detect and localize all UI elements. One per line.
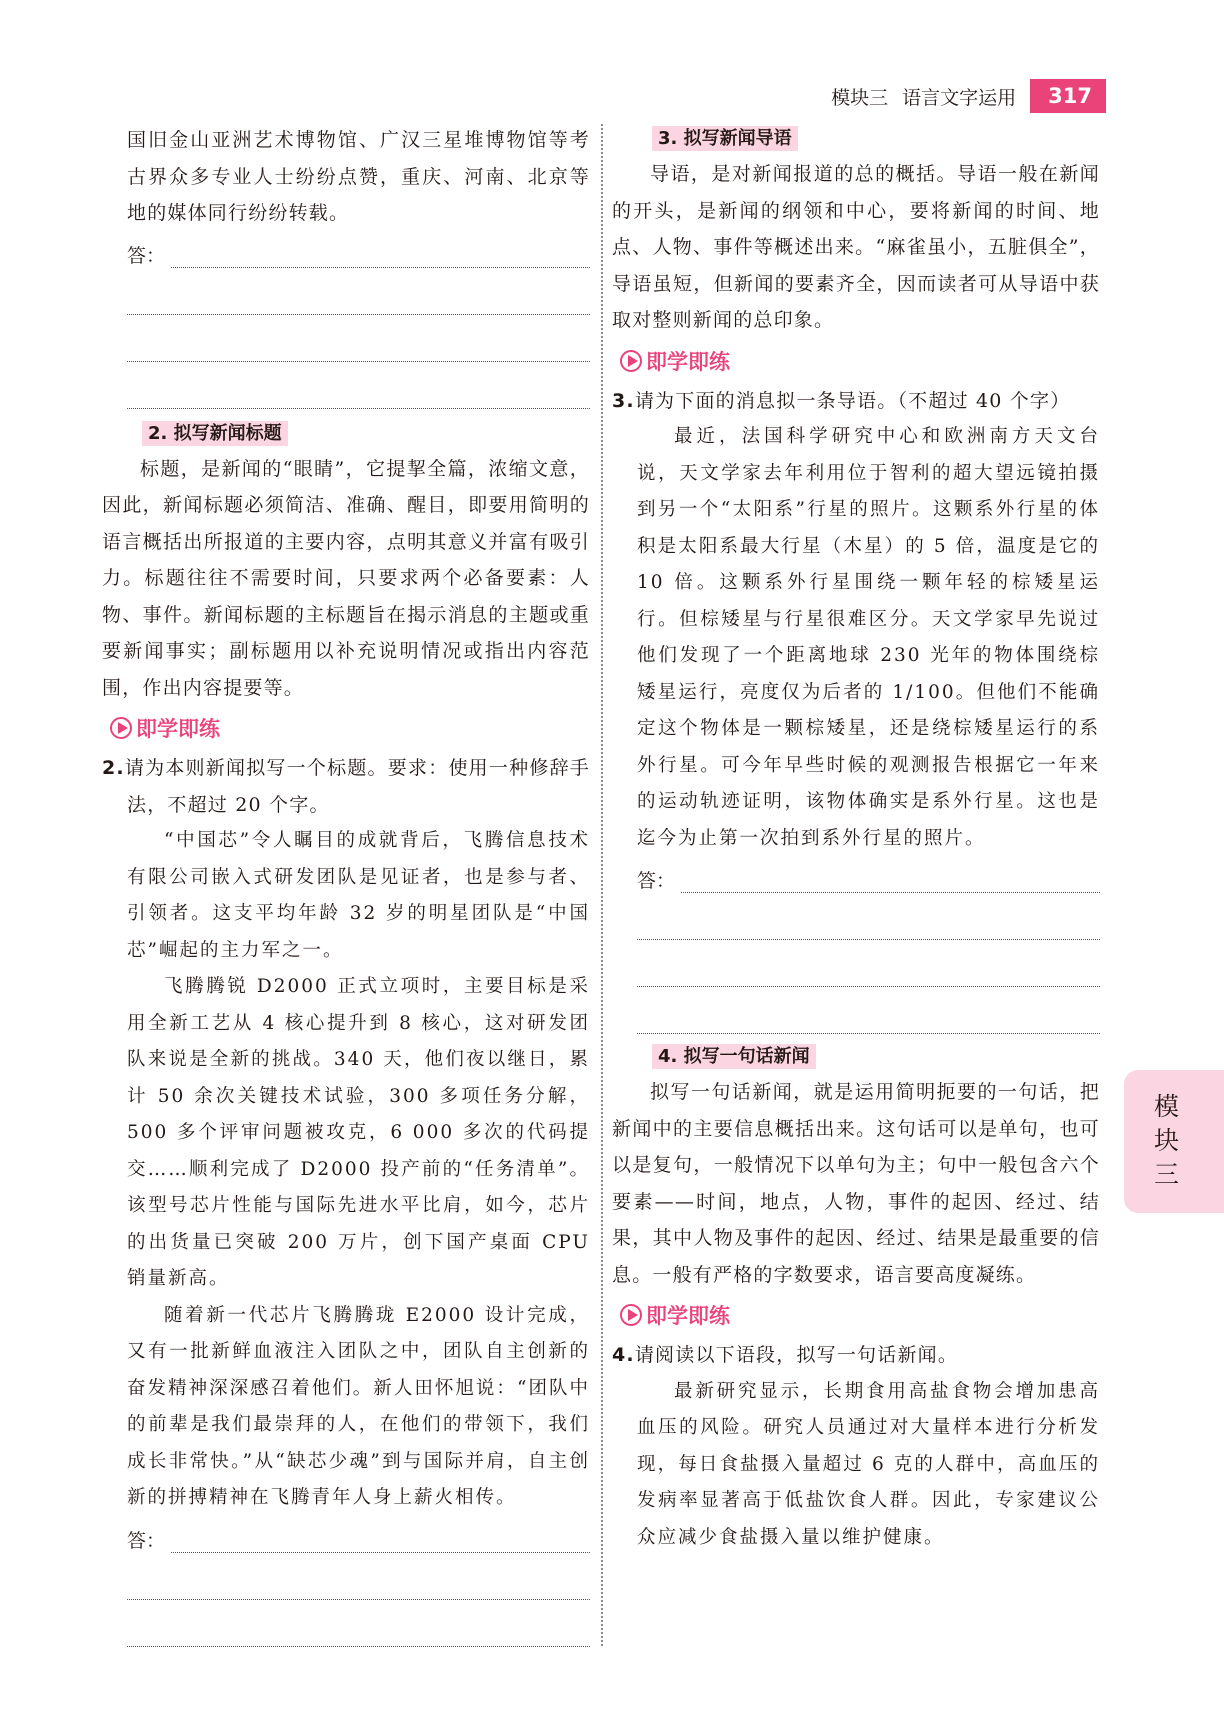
practice-heading-2 — [110, 708, 590, 748]
answer-area-q1[interactable] — [127, 232, 590, 409]
section-2-title: 2. 拟写新闻标题 — [142, 417, 590, 451]
question-2: 2.请为本则新闻拟写一个标题。要求：使用一种修辞手法，不超过 20 个字。 — [102, 757, 590, 816]
section-4-body: 拟写一句话新闻，就是运用简明扼要的一句话，把新闻中的主要信息概括出来。这句话可以是单句，也可以是复句，一般情况下以单句为主；句中一般包含六个要素——时间，地点，人物，事件的起因、经过、结果，其中人物及事件的起因、经过、结果是最重要的信息。一般有严格的字数要求，语言要高度凝练。 — [612, 1081, 1100, 1286]
answer-label: 答： — [127, 1529, 166, 1552]
material-paragraph: 最近，法国科学研究中心和欧洲南方天文台说，天文学家去年利用位于智利的超大望远镜拍摄到另一个“太阳系”行星的照片。这颗系外行星的体积是太阳系最大行星（木星）的 5 倍，温度是它的 10 倍。这颗系外行星围绕一颗年轻的棕矮星运行。但棕矮星与行星很难区分。天文学家早先说过他们发现了一个距离地球 230 光年的物体围绕棕矮星运行，亮度仅为后者的 1/100。但他们不能确定这个物体是一颗棕矮星，还是绕棕矮星运行的系外行星。可今年早些时候的观测报告根据它一年来的运动轨迹证明，该物体确实是系外行星。这也是迄今为止第一次拍到系外行星的照片。 — [637, 426, 1100, 849]
question-4: 4.请阅读以下语段，拟写一句话新闻。 — [612, 1344, 959, 1366]
intro-paragraph: 国旧金山亚洲艺术博物馆、广汉三星堆博物馆等考古界众多专业人士纷纷点赞，重庆、河南、北京等地的媒体同行纷纷转载。 — [127, 129, 590, 224]
section-3-body: 导语，是对新闻报道的总的概括。导语一般在新闻的开头，是新闻的纲领和中心，要将新闻的时间、地点、人物、事件等概述出来。“麻雀虽小，五脏俱全”，导语虽短，但新闻的要素齐全，因而读者可从导语中获取对整则新闻的总印象。 — [612, 163, 1100, 331]
practice-label: 即学即练 — [646, 1304, 730, 1328]
page-header — [831, 78, 1106, 114]
answer-area-q2[interactable] — [127, 1517, 590, 1647]
section-2-body: 标题，是新闻的“眼睛”，它提挈全篇，浓缩文意，因此，新闻标题必须简洁、准确、醒目，即要用简明的语言概括出所报道的主要内容，点明其意义并富有吸引力。标题往往不需要时间，只要求两个必备要素：人物、事件。新闻标题的主标题旨在揭示消息的主题或重要新闻事实；副标题用以补充说明情况或指出内容范围，作出内容提要等。 — [102, 457, 590, 699]
page-number: 317 — [1030, 79, 1106, 113]
material-paragraph: “中国芯”令人瞩目的成就背后，飞腾信息技术有限公司嵌入式研发团队是见证者，也是参与者、引领者。这支平均年龄 32 岁的明星团队是“中国芯”崛起的主力军之一。 — [127, 830, 590, 961]
play-icon — [620, 1304, 642, 1326]
right-column — [612, 122, 1100, 1556]
question-3-material — [637, 419, 1100, 857]
answer-area-q3[interactable] — [637, 857, 1100, 1034]
section-4-title: 4. 拟写一句话新闻 — [652, 1040, 1100, 1074]
section-3-title: 3. 拟写新闻导语 — [652, 122, 1100, 156]
material-paragraph: 最新研究显示，长期食用高盐食物会增加患高血压的风险。研究人员通过对大量样本进行分析发现，每日食盐摄入量超过 6 克的人群中，高血压的发病率显著高于低盐饮食人群。因此，专家建议公众应减少食盐摄入量以维护健康。 — [637, 1380, 1100, 1548]
material-paragraph: 飞腾腾锐 D2000 正式立项时，主要目标是采用全新工艺从 4 核心提升到 8 核心，这对研发团队来说是全新的挑战。340 天，他们夜以继日，累计 50 余次关键技术试验，300 多项任务分解，500 多个评审问题被攻克，6 000 多次的代码提交……顺利完成了 D2000 投产前的“任务清单”。该型号芯片性能与国际先进水平比肩，如今，芯片的出货量已突破 200 万片，创下国产桌面 CPU 销量新高。 — [127, 976, 590, 1289]
module-label: 模块三 — [831, 86, 889, 109]
side-tab-label: 模块三 — [1154, 1092, 1180, 1189]
play-icon — [110, 717, 132, 739]
answer-label: 答： — [127, 244, 166, 267]
practice-heading-4 — [620, 1295, 1100, 1335]
question-2-material — [127, 823, 590, 1517]
side-tab — [1124, 1070, 1224, 1213]
question-4-material — [637, 1374, 1100, 1557]
answer-label: 答： — [637, 870, 676, 892]
question-3: 3.请为下面的消息拟一条导语。（不超过 40 个字） — [612, 389, 1071, 412]
practice-label: 即学即练 — [646, 349, 730, 374]
column-divider — [601, 124, 603, 1646]
material-paragraph: 随着新一代芯片飞腾腾珑 E2000 设计完成，又有一批新鲜血液注入团队之中，团队自主创新的奋发精神深深感召着他们。新人田怀旭说：“团队中的前辈是我们最崇拜的人，在他们的带领下，我们成长非常快。”从“缺芯少魂”到与国际并肩，自主创新的拼搏精神在飞腾青年人身上薪火相传。 — [127, 1304, 590, 1508]
module-title: 语言文字运用 — [902, 86, 1017, 109]
practice-heading-3 — [620, 341, 1100, 381]
practice-label: 即学即练 — [136, 717, 220, 741]
play-icon — [620, 350, 642, 372]
left-column — [102, 122, 590, 1647]
